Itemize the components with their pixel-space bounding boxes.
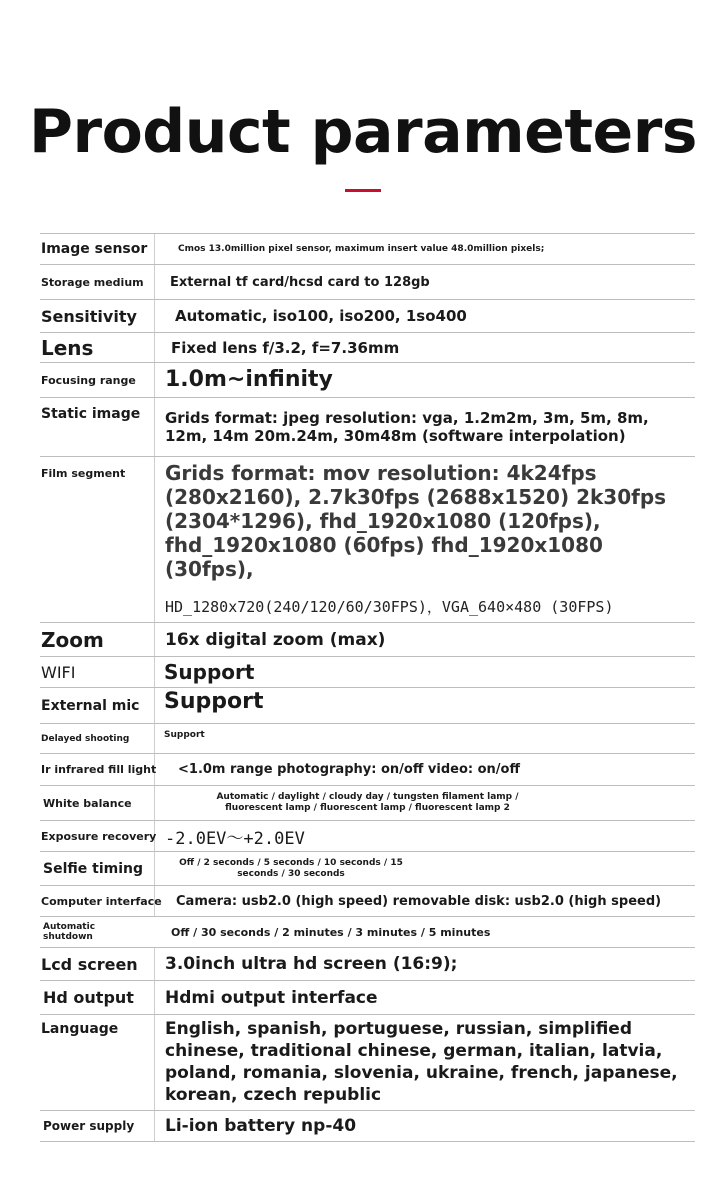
spec-label: Automatic shutdown xyxy=(43,922,96,942)
spec-value xyxy=(190,786,545,820)
spec-label: Film segment xyxy=(40,457,155,622)
spec-value-text: Automatic, iso100, iso200, 1so400 xyxy=(175,307,467,325)
spec-row-selfie-timing xyxy=(40,852,695,886)
spec-label: Ir infrared fill light xyxy=(40,754,155,785)
spec-value xyxy=(165,1015,689,1110)
spec-value xyxy=(170,265,689,299)
spec-label: Computer interface xyxy=(40,886,155,916)
spec-label: External mic xyxy=(40,688,155,723)
spec-value xyxy=(165,821,689,851)
spec-label: Static image xyxy=(40,398,155,456)
spec-row-automatic-shutdown xyxy=(40,917,695,948)
spec-value xyxy=(167,852,415,885)
title-accent-divider xyxy=(345,189,381,192)
spec-row-computer-interface xyxy=(40,886,695,917)
spec-label: White balance xyxy=(40,786,155,820)
spec-value xyxy=(164,657,689,687)
spec-value xyxy=(178,754,689,785)
spec-row-zoom xyxy=(40,623,695,657)
spec-row-white-balance xyxy=(40,786,695,821)
spec-value-text: Grids format: jpeg resolution: vga, 1.2m2m, 3m, 5m, 8m, 12m, 14m 20m.24m, 30m48m (software interpolation) xyxy=(165,409,649,445)
spec-value-text: External tf card/hcsd card to 128gb xyxy=(170,274,430,290)
spec-value-text: Automatic / daylight / cloudy day / tungsten filament lamp / fluorescent lamp / fluorescent lamp / fluorescent lamp 2 xyxy=(216,792,519,813)
spec-value-text: -2.0EV～+2.0EV xyxy=(165,828,305,849)
spec-value-text: Li-ion battery np-40 xyxy=(165,1116,357,1136)
spec-label: Language xyxy=(40,1015,155,1110)
spec-value-text: <1.0m range photography: on/off video: on/off xyxy=(178,762,520,777)
spec-label: Zoom xyxy=(40,623,155,656)
spec-value xyxy=(171,333,689,362)
spec-value-text: Off / 2 seconds / 5 seconds / 10 seconds / 15 seconds / 30 seconds xyxy=(179,857,403,879)
spec-row-image-sensor xyxy=(40,234,695,265)
spec-label: Power supply xyxy=(40,1111,155,1141)
spec-value xyxy=(178,234,689,264)
spec-row-wifi xyxy=(40,657,695,688)
spec-value xyxy=(165,1111,689,1141)
spec-value xyxy=(175,300,689,332)
spec-label: Exposure recovery xyxy=(40,821,155,851)
spec-value xyxy=(165,398,689,456)
spec-row-external-mic xyxy=(40,688,695,724)
spec-value-text: Camera: usb2.0 (high speed) removable disk: usb2.0 (high speed) xyxy=(176,893,662,909)
spec-row-ir-fill-light xyxy=(40,754,695,786)
spec-value-text: Fixed lens f/3.2, f=7.36mm xyxy=(171,338,400,357)
spec-value xyxy=(165,457,689,622)
spec-label: Focusing range xyxy=(40,363,155,397)
spec-row-sensitivity xyxy=(40,300,695,333)
spec-value-text: Support xyxy=(164,730,205,740)
spec-value-text: Grids format: mov resolution: 4k24fps (280x2160), 2.7k30fps (2688x1520) 2k30fps (2304*1296), fhd_1920x1080 (120fps), fhd_1920x1080 (60fps) fhd_1920x1080 (30fps), xyxy=(165,461,667,581)
spec-row-focusing-range xyxy=(40,363,695,398)
spec-label: Lens xyxy=(40,333,155,362)
spec-value-text: Support xyxy=(164,689,264,714)
page-title: Product parameters xyxy=(29,97,697,167)
spec-value-text: Off / 30 seconds / 2 minutes / 3 minutes / 5 minutes xyxy=(171,925,491,939)
spec-value xyxy=(164,724,689,753)
spec-row-delayed-shooting xyxy=(40,724,695,754)
spec-label: WIFI xyxy=(40,657,155,687)
spec-value xyxy=(164,688,689,723)
spec-row-static-image xyxy=(40,398,695,457)
spec-row-power-supply xyxy=(40,1111,695,1142)
spec-value-text: Hdmi output interface xyxy=(165,987,378,1008)
spec-value xyxy=(165,948,689,980)
spec-label: Delayed shooting xyxy=(40,724,155,753)
spec-row-exposure-recovery xyxy=(40,821,695,852)
spec-label: Lcd screen xyxy=(40,948,155,980)
spec-value xyxy=(165,363,689,397)
spec-value xyxy=(165,623,689,656)
spec-value-text: 3.0inch ultra hd screen (16:9); xyxy=(165,954,458,974)
spec-value-text: 1.0m~infinity xyxy=(165,367,333,392)
spec-label: Selfie timing xyxy=(40,852,155,885)
spec-label: Image sensor xyxy=(40,234,155,264)
spec-value-text: English, spanish, portuguese, russian, simplified chinese, traditional chinese, german, italian, latvia, poland, romania, slovenia, ukraine, french, japanese, korean, czech republic xyxy=(165,1019,678,1105)
spec-value-text: Cmos 13.0million pixel sensor, maximum insert value 48.0million pixels; xyxy=(178,243,545,254)
spec-value xyxy=(171,917,689,947)
spec-row-lens xyxy=(40,333,695,363)
spec-row-hd-output xyxy=(40,981,695,1015)
spec-value-text: Support xyxy=(164,660,255,684)
spec-row-language xyxy=(40,1015,695,1111)
spec-label: Storage medium xyxy=(40,265,155,299)
spec-value xyxy=(165,981,689,1014)
spec-value-text: 16x digital zoom (max) xyxy=(165,629,386,650)
spec-row-film-segment xyxy=(40,457,695,623)
spec-value xyxy=(176,886,689,916)
spec-label: Hd output xyxy=(40,981,155,1014)
spec-value-extra-text: HD_1280x720(240/120/60/30FPS)，VGA_640×480 (30FPS) xyxy=(165,598,614,616)
spec-row-lcd-screen xyxy=(40,948,695,981)
spec-label: Sensitivity xyxy=(40,300,155,332)
spec-row-storage-medium xyxy=(40,265,695,300)
spec-table xyxy=(40,233,695,1142)
